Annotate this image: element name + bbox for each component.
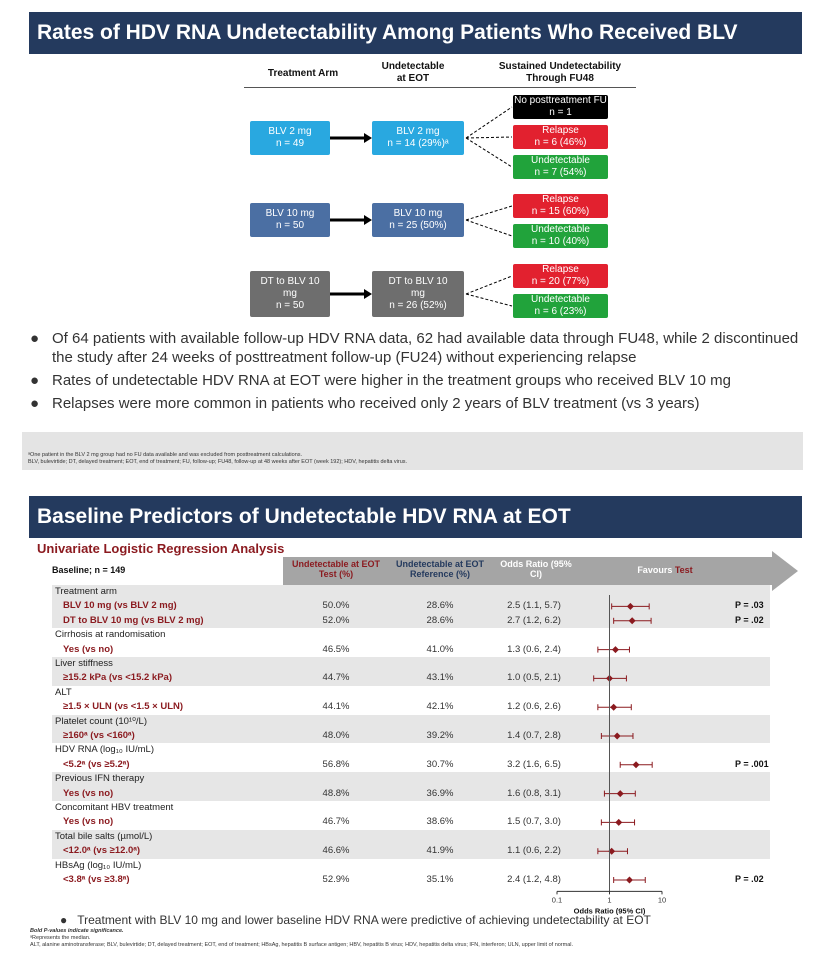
box-line: n = 26 (52%) — [389, 300, 447, 311]
box-line: DT to BLV 10 — [388, 276, 448, 287]
section2-title: Baseline Predictors of Undetectable HDV RNA at EOT — [29, 496, 802, 538]
box-line: n = 20 (77%) — [531, 276, 590, 287]
row-ref-pct: 30.7% — [426, 758, 454, 770]
row-ref-pct: 43.1% — [426, 672, 454, 684]
or-point — [633, 761, 640, 768]
row-test-pct: 48.8% — [322, 787, 350, 799]
box-line: n = 49 — [275, 138, 305, 149]
row-label: <12.0ᵃ (vs ≥12.0ᵃ) — [63, 845, 141, 857]
box-line: n = 7 (54%) — [534, 167, 587, 178]
row-test-pct: 56.8% — [322, 758, 350, 770]
row-ref-pct: 41.9% — [426, 845, 454, 857]
box-line: n = 6 (46%) — [534, 137, 587, 148]
header-sustained-fu48: Sustained Undetectability Through FU48 — [498, 61, 622, 84]
col-test: Undetectable at EOT Test (%) — [291, 559, 381, 579]
box-line: BLV 10 mg — [265, 208, 315, 219]
row-label: BLV 10 mg (vs BLV 2 mg) — [63, 600, 177, 612]
row-label: ≥15.2 kPa (vs <15.2 kPa) — [63, 672, 172, 684]
bullet-text: Relapses were more common in patients who received only 2 years of BLV treatment (vs 3 years) — [52, 395, 700, 412]
row-label: Yes (vs no) — [63, 816, 114, 828]
row-label: ≥160ᵃ (vs <160ᵃ) — [63, 730, 135, 741]
footnote-a: ᵃOne patient in the BLV 2 mg group had no FU data available and was excluded from posttreatment calculations. — [28, 452, 303, 458]
row-ref-pct: 38.6% — [426, 816, 454, 828]
box-line: BLV 2 mg — [396, 126, 440, 137]
fn-bold: Bold P-values indicate significance. — [30, 928, 124, 934]
or-point — [629, 617, 636, 624]
box-line: mg — [411, 288, 425, 299]
row-p-value: P = .02 — [735, 614, 764, 625]
row-p-value: P = .02 — [735, 874, 764, 884]
or-point — [610, 704, 617, 711]
group-category: HDV RNA (log₁₀ IU/mL) — [55, 744, 154, 756]
group-category: Treatment arm — [55, 586, 117, 597]
row-label: Yes (vs no) — [63, 643, 114, 655]
section2-footnotes — [30, 928, 573, 949]
box-line: Undetectable — [531, 155, 590, 166]
row-odds-ratio: 2.5 (1.1, 5.7) — [507, 600, 561, 612]
box-line: Relapse — [542, 264, 579, 275]
x-tick-label: 0.1 — [551, 895, 563, 905]
box-line: n = 15 (60%) — [531, 206, 590, 217]
row-ref-pct: 28.6% — [426, 600, 454, 612]
bullet-text: Of 64 patients with available follow-up HDV RNA data, 62 had available data through FU48, while 2 discontinued the study after 24 weeks of posttreatment follow-up (FU24) without experiencing relapse — [52, 330, 799, 366]
box-line: n = 50 — [275, 220, 305, 231]
row-odds-ratio: 1.5 (0.7, 3.0) — [507, 816, 561, 828]
box-line: Relapse — [542, 125, 579, 136]
baseline-label: Baseline; n = 149 — [52, 565, 126, 575]
box-line: BLV 2 mg — [268, 126, 312, 137]
row-test-pct: 48.0% — [322, 730, 350, 741]
or-point — [615, 819, 622, 826]
row-ref-pct: 28.6% — [426, 614, 454, 626]
favours-prefix: Favours — [637, 565, 675, 575]
row-ref-pct: 36.9% — [426, 787, 454, 799]
row-odds-ratio: 1.4 (0.7, 2.8) — [507, 730, 561, 741]
row-odds-ratio: 1.1 (0.6, 2.2) — [507, 845, 561, 857]
header-treatment-arm: Treatment Arm — [267, 68, 339, 79]
row-odds-ratio: 1.0 (0.5, 2.1) — [507, 672, 561, 684]
box-line: n = 14 (29%)ᵃ — [387, 138, 449, 149]
row-test-pct: 46.7% — [322, 816, 350, 828]
row-odds-ratio: 2.4 (1.2, 4.8) — [507, 874, 561, 885]
box-line: DT to BLV 10 — [260, 276, 320, 287]
x-tick-label: 10 — [657, 895, 667, 905]
or-point — [617, 790, 624, 797]
row-test-pct: 52.0% — [322, 614, 350, 626]
or-point — [627, 603, 634, 610]
section2-bullet: ● Treatment with BLV 10 mg and lower baseline HDV RNA were predictive of achieving undetectability at EOT — [60, 913, 651, 927]
box-line: Relapse — [542, 194, 579, 205]
section2-subtitle: Univariate Logistic Regression Analysis — [37, 541, 285, 556]
row-label: DT to BLV 10 mg (vs BLV 2 mg) — [63, 614, 204, 626]
bullet-dot-icon: ● — [30, 330, 40, 347]
row-test-pct: 46.5% — [322, 643, 350, 655]
group-category: Platelet count (10¹⁰/L) — [55, 715, 147, 727]
group-category: Cirrhosis at randomisation — [55, 629, 166, 641]
row-label: Yes (vs no) — [63, 787, 114, 799]
row-ref-pct: 41.0% — [426, 643, 454, 655]
row-odds-ratio: 2.7 (1.2, 6.2) — [507, 614, 561, 626]
favours-word: Test — [674, 565, 693, 575]
row-label: <5.2ᵃ (vs ≥5.2ᵃ) — [63, 758, 130, 770]
box-line: BLV 10 mg — [393, 208, 443, 219]
bullet-dot-icon: ● — [30, 395, 40, 412]
box-line: n = 1 — [549, 107, 572, 118]
group-category: Total bile salts (µmol/L) — [55, 830, 153, 842]
or-point — [626, 877, 633, 884]
fn-abbrev: ALT, alanine aminotransferase; BLV, bulevirtide; DT, delayed treatment; EOT, end of treatment; HBsAg, hepatitis B surface antigen; HBV, hepatitis B virus; HDV, hepatitis delta virus; IFN, interferon; ULN, upper limit of normal. — [30, 942, 574, 948]
row-test-pct: 44.7% — [322, 672, 350, 684]
row-odds-ratio: 1.3 (0.6, 2.4) — [507, 643, 561, 655]
box-line: n = 10 (40%) — [531, 236, 590, 247]
fn-median: ᵃRepresents the median. — [30, 935, 91, 941]
box-line: n = 25 (50%) — [389, 220, 447, 231]
col-odds-ratio: Odds Ratio (95% CI) — [500, 559, 572, 579]
or-point — [612, 646, 619, 653]
or-point — [614, 733, 621, 740]
group-category: Previous IFN therapy — [55, 773, 145, 785]
row-label: <3.8ᵃ (vs ≥3.8ᵃ) — [63, 874, 130, 885]
row-ref-pct: 35.1% — [426, 874, 454, 885]
row-ref-pct: 39.2% — [426, 730, 454, 741]
row-test-pct: 44.1% — [322, 701, 350, 713]
x-axis-label: Odds Ratio (95% CI) — [573, 906, 646, 916]
row-p-value: P = .03 — [735, 600, 764, 611]
footnote-abbrev: BLV, bulevirtide; DT, delayed treatment; EOT, end of treatment; FU, follow-up; FU48, follow-up at 48 weeks after EOT (week 192); HDV, hepatitis delta virus. — [28, 459, 408, 465]
group-category: Liver stiffness — [55, 658, 113, 669]
row-test-pct: 50.0% — [322, 600, 350, 612]
group-category: ALT — [55, 686, 72, 698]
box-line: Undetectable — [531, 294, 590, 305]
bullet-dot-icon: ● — [30, 372, 40, 389]
row-odds-ratio: 1.2 (0.6, 2.6) — [507, 701, 561, 713]
row-p-value: P = .001 — [735, 758, 769, 769]
row-test-pct: 52.9% — [322, 874, 350, 885]
row-test-pct: 46.6% — [322, 845, 350, 857]
group-category: Concomitant HBV treatment — [55, 802, 174, 813]
row-ref-pct: 42.1% — [426, 701, 454, 713]
box-line: n = 6 (23%) — [534, 306, 587, 317]
box-line: No posttreatment FU — [514, 95, 607, 106]
row-odds-ratio: 1.6 (0.8, 3.1) — [507, 787, 561, 799]
row-odds-ratio: 3.2 (1.6, 6.5) — [507, 758, 561, 770]
section1-title: Rates of HDV RNA Undetectability Among Patients Who Received BLV — [29, 12, 802, 54]
section2-bullet-text: Treatment with BLV 10 mg and lower baseline HDV RNA were predictive of achieving undetectability at EOT — [77, 913, 651, 927]
box-line: mg — [283, 288, 297, 299]
group-category: HBsAg (log₁₀ IU/mL) — [55, 859, 142, 871]
row-label: ≥1.5 × ULN (vs <1.5 × ULN) — [63, 701, 184, 713]
col-reference: Undetectable at EOT Reference (%) — [395, 559, 485, 579]
header-undetectable-eot: Undetectable at EOT — [381, 61, 445, 84]
box-line: n = 50 — [275, 300, 305, 311]
bullet-text: Rates of undetectable HDV RNA at EOT were higher in the treatment groups who received BLV 10 mg — [52, 372, 731, 389]
box-line: Undetectable — [531, 224, 590, 235]
x-tick-label: 1 — [607, 895, 612, 905]
